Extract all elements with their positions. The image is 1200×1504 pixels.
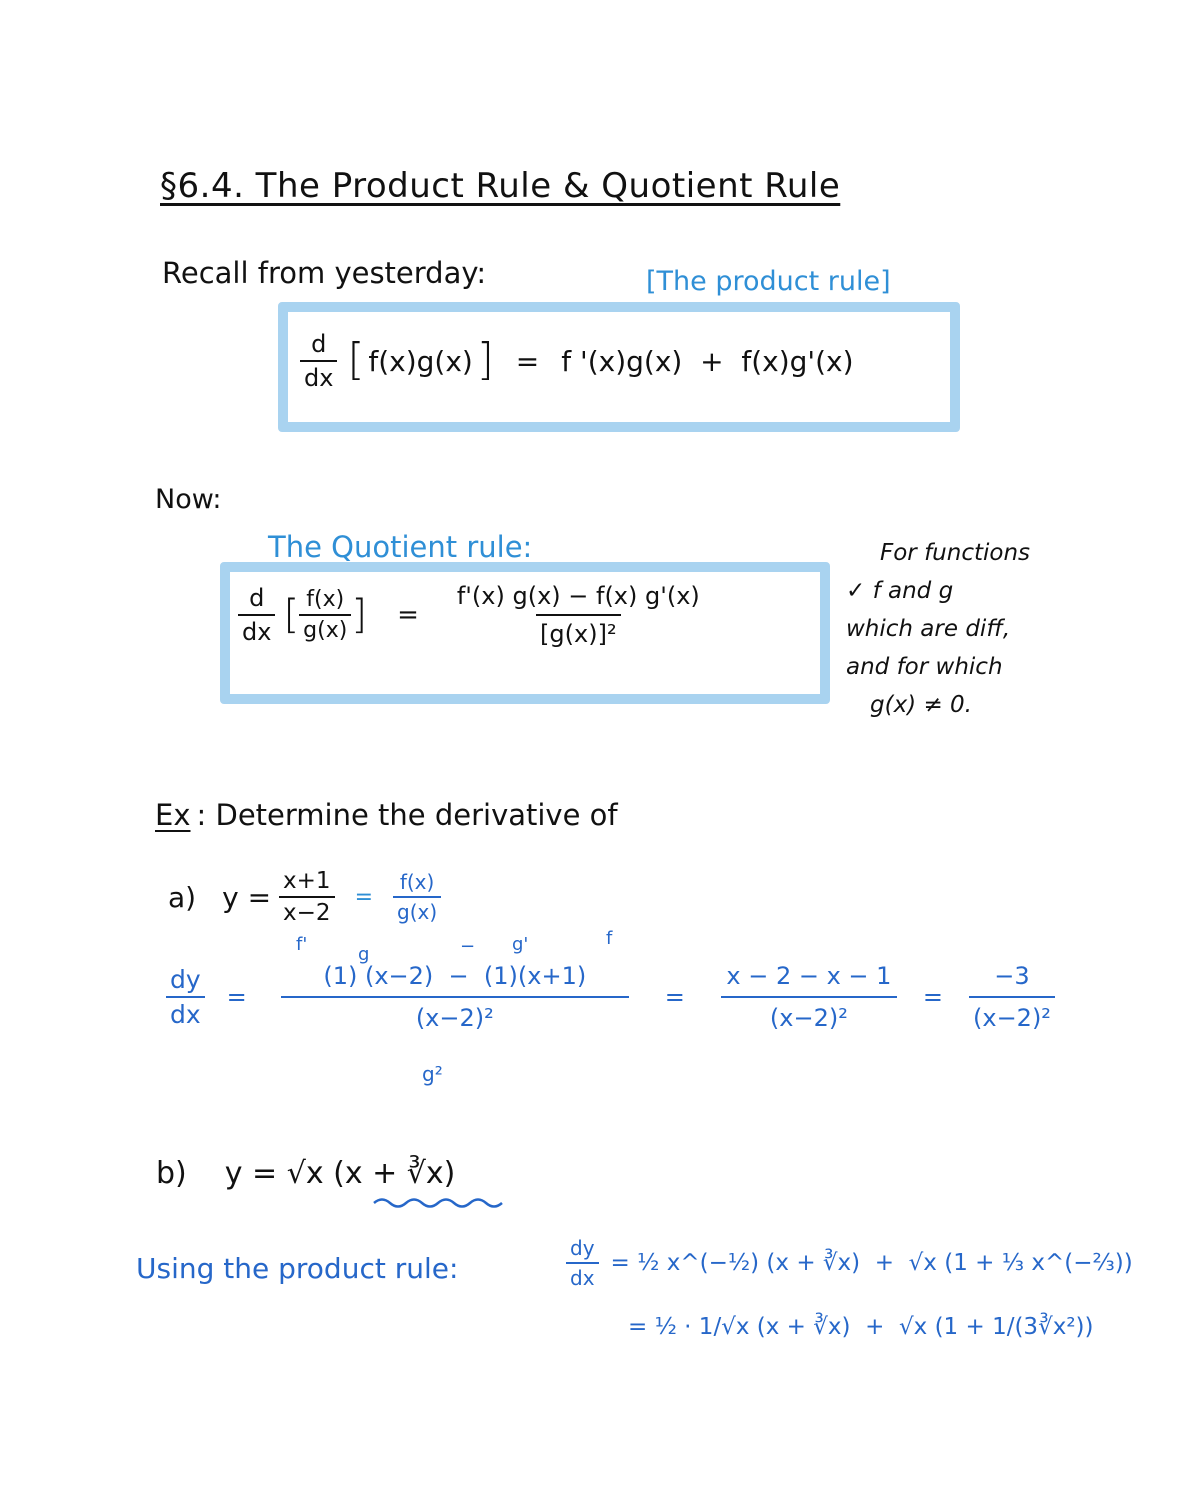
annot-g: g [358,944,370,965]
part-a-denominator: x−2 [279,896,335,926]
side-note-text: f and g [872,578,954,604]
side-note-line: which are diff, [846,616,1011,642]
part-b-statement [156,1156,455,1191]
part-a-eq: = [922,983,943,1011]
dy-dx [566,1236,599,1290]
part-b-line2: = ½ · 1/√x (x + ∛x) + √x (1 + 1/(3∛x²)) [628,1314,1094,1340]
page-title: §6.4. The Product Rule & Quotient Rule [160,166,841,206]
part-a-step1 [285,962,625,1032]
check-icon: ✓ [846,578,866,604]
step3-numerator: −3 [994,962,1030,990]
step1-denominator: (x−2)² [281,996,629,1032]
dx: dx [566,1262,599,1290]
step2-denominator: (x−2)² [721,996,897,1032]
using-product-rule: Using the product rule: [136,1252,459,1285]
dy: dy [170,965,201,994]
product-equals: = [515,344,540,378]
part-b-label: b) [156,1156,187,1191]
product-rule-label: [The product rule] [646,266,891,297]
d-numerator: d [311,330,327,358]
step3-denominator: (x−2)² [969,996,1055,1032]
product-inner: f(x)g(x) [368,344,473,378]
annot-g-squared: g² [422,1062,443,1086]
rhs-numerator: f'(x) g(x) − f(x) g'(x) [456,582,700,610]
inner-numerator: f(x) [306,587,345,612]
part-a-derivative [166,962,1055,1032]
part-a-label: a) [168,880,197,914]
inner-denominator: g(x) [299,614,351,643]
part-a-y: y = [222,880,272,914]
part-a-fg-fraction [393,870,441,924]
part-a-fraction [279,868,335,926]
annot-minus: − [460,936,476,957]
example-heading [155,798,618,832]
part-b-expr: y = √x (x + ∛x) [224,1156,456,1191]
side-note-line: and for which [846,654,1003,680]
annot-f: f [606,928,613,949]
part-a-eq: = [664,983,685,1011]
ex-label: Ex [155,798,191,832]
recall-text: Recall from yesterday: [162,256,487,290]
part-a-eq: = [226,983,247,1011]
derivative-operator [300,330,337,392]
annot-fprime: f' [296,934,308,955]
quotient-equals: = [397,600,419,630]
part-b-derivative [566,1236,1133,1290]
annot-gprime: g' [512,934,529,955]
rhs-denominator: [g(x)]² [536,614,621,648]
quotient-rule-formula: $\frac{d}{dx}$ [ $\frac{f(x)}{g(x)}$ ] = $\frac{f'(x) g(x) - f(x) g'(x)}{\text{[g(x)]²}}$ [238,582,708,648]
dx-denominator: dx [238,614,275,646]
quotient-inner [299,587,351,643]
product-rhs: f '(x)g(x) + f(x)g'(x) [561,344,854,378]
side-note-line: g(x) ≠ 0. [870,692,972,718]
part-a-g: g(x) [393,896,441,924]
ex-prompt: : Determine the derivative of [196,798,618,832]
dx: dx [166,996,205,1029]
product-rule-formula: $\frac{d}{dx}$ [ f(x)g(x) ] = f '(x)g(x) + f(x)g'(x) [300,330,854,392]
wavy-underline [372,1196,504,1210]
part-a-step3 [969,962,1055,1032]
dy: dy [570,1236,595,1260]
part-a-step2 [725,962,893,1032]
dx-denominator: dx [300,360,337,392]
dy-dx [166,965,205,1029]
derivative-operator [238,584,275,646]
step1-numerator: (1) (x−2) − (1)(x+1) [323,962,587,990]
side-note [846,534,1030,724]
side-note-line [846,572,1030,610]
now-text: Now: [155,484,222,515]
part-a-eq2: = [354,884,373,910]
side-note-line: For functions [880,540,1031,566]
part-b-line1: = ½ x^(−½) (x + ∛x) + √x (1 + ⅓ x^(−⅔)) [610,1250,1133,1276]
part-a-f: f(x) [399,870,435,894]
part-a-numerator: x+1 [283,868,331,894]
quotient-rule-label: The Quotient rule: [268,530,533,564]
step2-numerator: x − 2 − x − 1 [726,962,892,990]
part-a-statement [168,868,441,926]
d-numerator: d [249,584,265,612]
quotient-rhs [449,582,708,648]
